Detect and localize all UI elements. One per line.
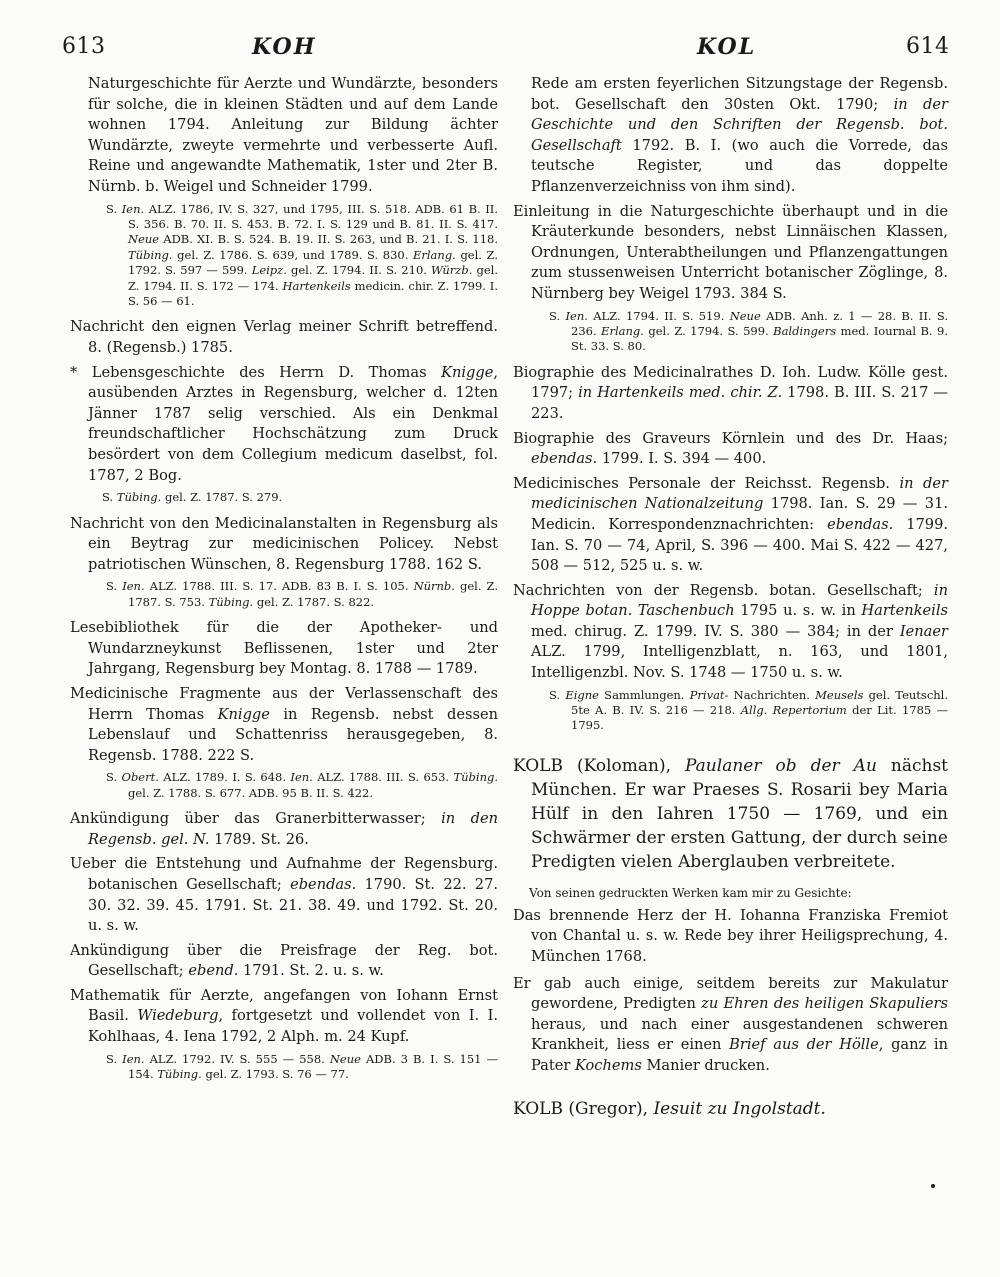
review-references: S. Ien. ALZ. 1788. III. S. 17. ADB. 83 B. I. S. 105. Nürnb. gel. Z. 1787. S. 753. Tübing. gel. Z. 1787. S. 822. xyxy=(106,579,499,609)
bib-entry: Rede am ersten feyerlichen Sitzungstage der Regensb. bot. Gesellschaft den 30sten Okt. 1790; in der Geschichte und den Schriften der Regensb. bot. Gesellschaft 1792. B. I. (wo auch die Vorrede, das teutsche Register, und das doppelte Pflanzenverzeichniss von ihm sind). xyxy=(531,75,948,195)
bib-entry: * Lebensgeschichte des Herrn D. Thomas Knigge, ausübenden Arztes in Regensburg, welcher d. 12ten Jänner 1787 selig verschied. Als ein Denkmal freundschaftlicher Hochschätzung zum Druck besördert von dem Collegium medicum daselbst, fol. 1787, 2 Bog. xyxy=(70,363,498,484)
review-references: S. Ien. ALZ. 1786, IV. S. 327, und 1795, III. S. 518. ADB. 61 B. II. S. 356. B. 70. II. S. 453. B. 72. I. S. 129 und B. 81. II. S. 417. Neue ADB. XI. B. S. 524. B. 19. II. S. 263, und B. 21. I. S. 118. Tübing. gel. Z. 1786. S. 639, und 1789. S. 830. Erlang. gel. Z. 1792. S. 597 — 599. Leipz. gel. Z. 1794. II. S. 210. Würzb. gel. Z. 1794. II. S. 172 — 174. Hartenkeils medicin. chir. Z. 1799. I. S. 56 — 61. xyxy=(106,201,499,308)
right-column xyxy=(513,74,948,1127)
bib-entry: Mathematik für Aerzte, angefangen von Iohann Ernst Basil. Wiedeburg, fortgesetzt und vollendet von I. I. Kohlhaas, 4. Iena 1792, 2 Alph. m. 24 Kupf. xyxy=(70,986,498,1046)
bib-entry: Naturgeschichte für Aerzte und Wundärzte, besonders für solche, die in kleinen Städten und auf dem Lande wohnen 1794. Anleitung zur Bildung ächter Wundärzte, zweyte vermehrte und verbesserte Aufl. Reine und angewandte Mathematik, 1ster und 2ter B. Nürnb. b. Weigel und Schneider 1799. xyxy=(88,75,498,195)
review-references: S. Eigne Sammlungen. Privat- Nachrichten. Meusels gel. Teutschl. 5te A. B. IV. S. 216 — 218. Allg. Repertorium der Lit. 1785 — 1795. xyxy=(549,687,949,733)
left-column xyxy=(70,74,498,1090)
bib-entry: Biographie des Medicinalrathes D. Ioh. Ludw. Kölle gest. 1797; in Hartenkeils med. chir. Z. 1798. B. III. S. 217 — 223. xyxy=(513,363,948,422)
page-number-left: 613 xyxy=(62,34,106,59)
bib-entry: Ankündigung über die Preisfrage der Reg. bot. Gesellschaft; ebend. 1791. St. 2. u. s. w. xyxy=(70,941,498,980)
bib-entry: Medicinische Fragmente aus der Verlassenschaft des Herrn Thomas Knigge in Regensb. nebst dessen Lebenslauf und Schattenriss herausgegeben, 8. Regensb. 1788. 222 S. xyxy=(70,684,498,764)
running-head-right: KOL xyxy=(697,34,757,60)
bib-entry: Ankündigung über das Granerbitterwasser; in den Regensb. gel. N. 1789. St. 26. xyxy=(70,810,498,848)
author-heading-kolb-gregor: KOLB (Gregor), Iesuit zu Ingolstadt. xyxy=(513,1098,826,1119)
bib-entry: Nachricht den eignen Verlag meiner Schrift betreffend. 8. (Regensb.) 1785. xyxy=(70,318,498,356)
review-references: S. Ien. ALZ. 1794. II. S. 519. Neue ADB. Anh. z. 1 — 28. B. II. S. 236. Erlang. gel. Z. 1794. S. 599. Baldingers med. Iournal B. 9. St. 33. S. 80. xyxy=(549,308,948,354)
bib-entry: Das brennende Herz der H. Iohanna Franziska Fremiot von Chantal u. s. w. Rede bey ihrer Heiligsprechung, 4. München 1768. xyxy=(513,906,948,966)
running-head-left: KOH xyxy=(252,34,317,60)
bib-entry: Nachricht von den Medicinalanstalten in Regensburg als ein Beytrag zur medicinischen Policey. Nebst patriotischen Wünschen, 8. Regensburg 1788. 162 S. xyxy=(70,514,498,573)
bib-entry: Er gab auch einige, seitdem bereits zur Makulatur gewordene, Predigten zu Ehren des heiligen Skapuliers heraus, und nach einer ausgestandenen schweren Krankheit, liess er einen Brief aus der Hölle, ganz in Pater Kochems Manier drucken. xyxy=(513,974,948,1075)
page-mark xyxy=(931,1184,935,1188)
bib-entry: Biographie des Graveurs Körnlein und des Dr. Haas; ebendas. 1799. I. S. 394 — 400. xyxy=(513,429,948,468)
page-number-right: 614 xyxy=(906,34,950,59)
bib-entry: Ueber die Entstehung und Aufnahme der Regensburg. botanischen Gesellschaft; ebendas. 1790. St. 22. 27. 30. 32. 39. 45. 1791. St. 21. 38. 49. und 1792. St. 20. u. s. w. xyxy=(70,855,498,935)
bib-entry: Einleitung in die Naturgeschichte überhaupt und in die Kräuterkunde besonders, nebst Linnäischen Klassen, Ordnungen, Unterabtheilungen und Pflanzengattungen zum stussenweisen Unterricht botanischer Zöglinge, 8. Nürnberg bey Weigel 1793. 384 S. xyxy=(513,202,948,302)
review-references: S. Obert. ALZ. 1789. I. S. 648. Ien. ALZ. 1788. III. S. 653. Tübing. gel. Z. 1788. S. 677. ADB. 95 B. II. S. 422. xyxy=(106,770,499,800)
author-heading-kolb-koloman: KOLB (Koloman), Paulaner ob der Au nächst München. Er war Praeses S. Rosarii bey Maria Hülf in den Iahren 1750 — 1769, und ein Schwärmer der ersten Gattung, der durch seine Predigten vielen Aberglauben verbreitete. xyxy=(513,755,949,872)
works-intro: Von seinen gedruckten Werken kam mir zu Gesichte: xyxy=(529,885,852,900)
bib-entry: Nachrichten von der Regensb. botan. Gesellschaft; in Hoppe botan. Taschenbuch 1795 u. s. w. in Hartenkeils med. chirug. Z. 1799. IV. S. 380 — 384; in der Ienaer ALZ. 1799, Intelligenzblatt, n. 163, und 1801, Intelligenzbl. Nov. S. 1748 — 1750 u. s. w. xyxy=(513,581,948,682)
bib-entry: Lesebibliothek für die der Apotheker- und Wundarzneykunst Beflissenen, 1ster und 2ter Jahrgang, Regensburg bey Montag. 8. 1788 — 1789. xyxy=(70,619,498,678)
bib-entry: Medicinisches Personale der Reichsst. Regensb. in der medicinischen Nationalzeitung 1798. Ian. S. 29 — 31. Medicin. Korrespondenznachrichten: ebendas. 1799. Ian. S. 70 — 74, April, S. 396 — 400. Mai S. 422 — 427, 508 — 512, 525 u. s. w. xyxy=(513,474,949,575)
review-references: S. Ien. ALZ. 1792. IV. S. 555 — 558. Neue ADB. 3 B. I. S. 151 — 154. Tübing. gel. Z. 1793. S. 76 — 77. xyxy=(106,1051,498,1082)
review-references: S. Tübing. gel. Z. 1787. S. 279. xyxy=(102,490,283,505)
